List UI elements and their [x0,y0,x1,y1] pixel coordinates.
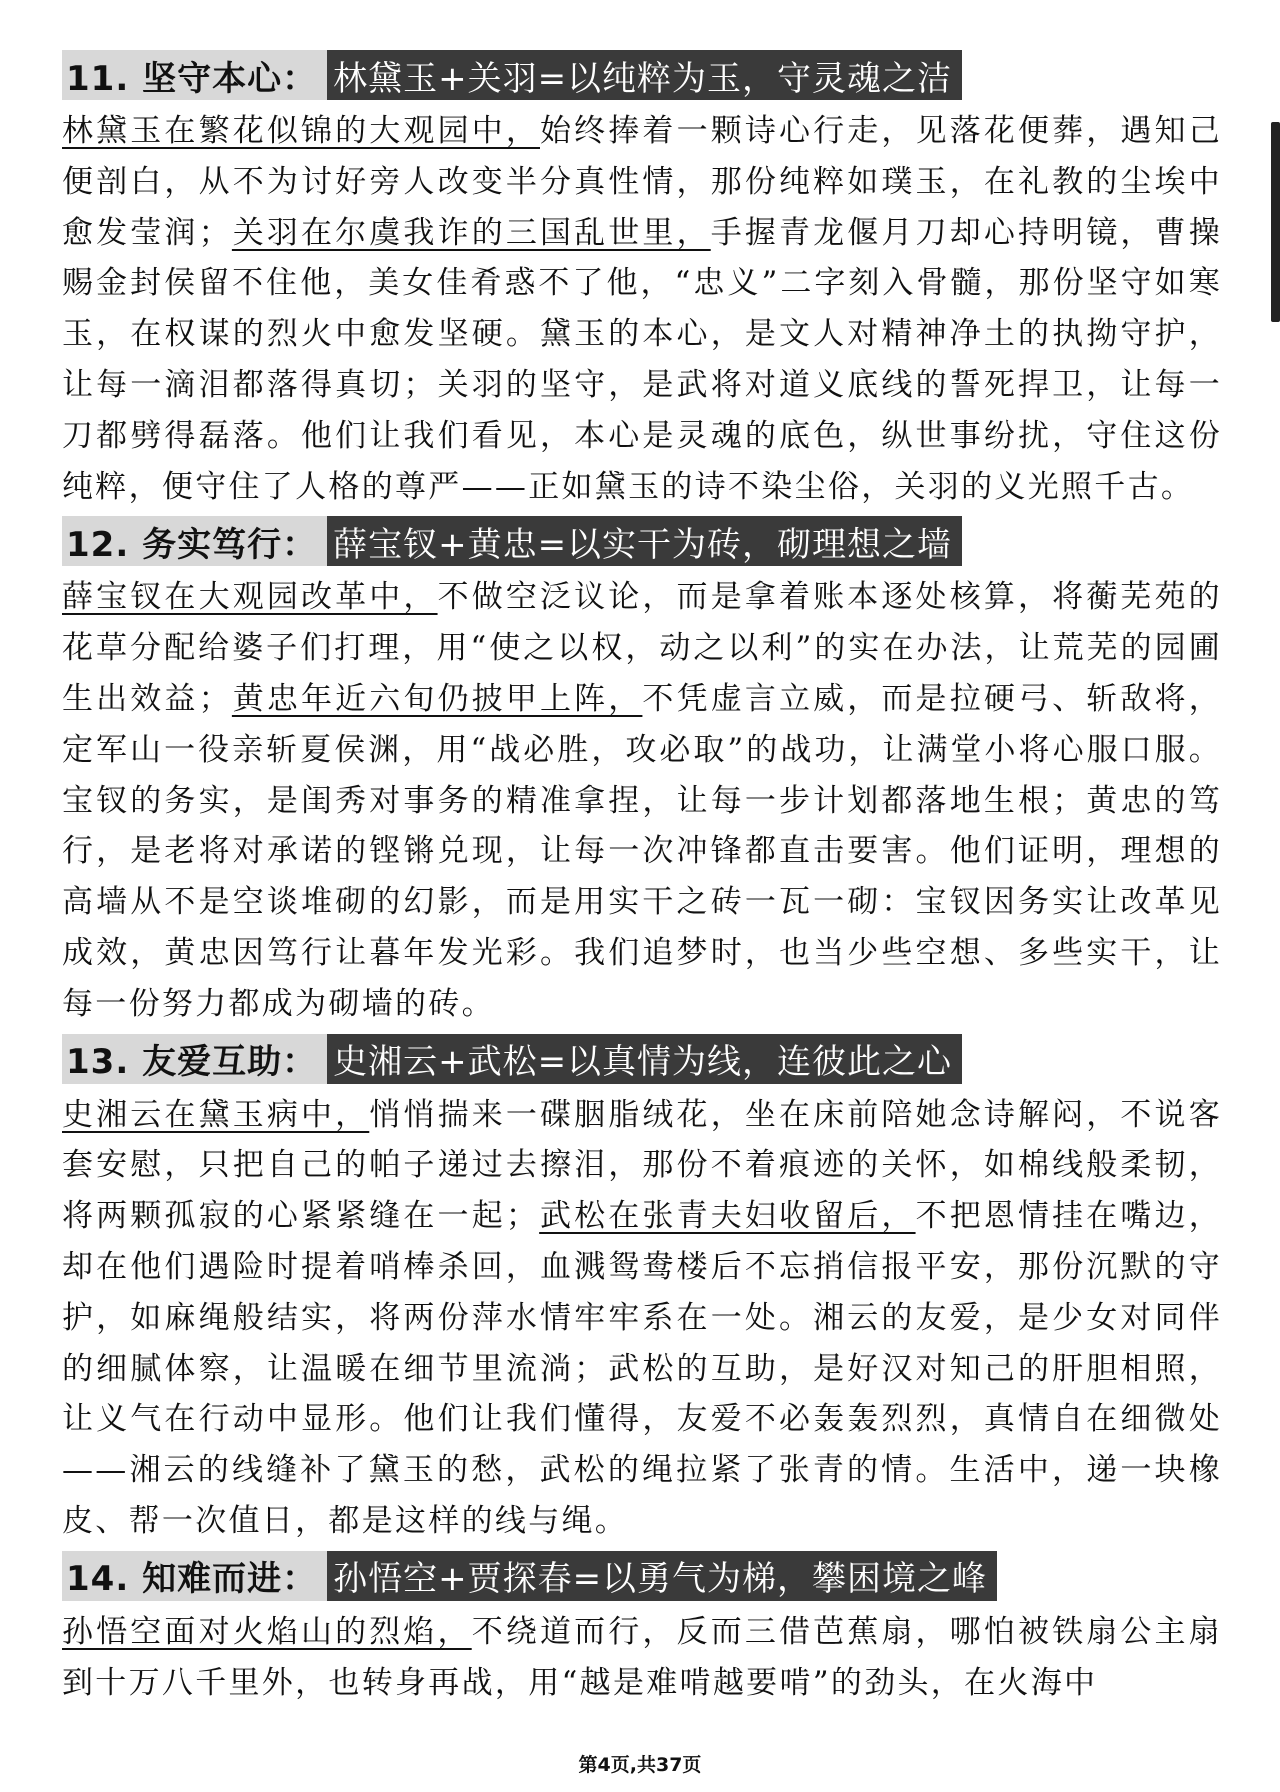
paragraph-text: 手握青龙偃月刀却心持明镜，曹操赐金封侯留不住他，美女佳肴惑不了他，“忠义”二字刻入骨髓，那份坚守如寒玉，在权谋的烈火中愈发坚硬。黛玉的本心，是文人对精神净土的执拗守护，让每一滴泪都落得真切；关羽的坚守，是武将对道义底线的誓死捍卫，让每一刀都劈得磊落。他们让我们看见，本心是灵魂的底色，纵世事纷扰，守住这份纯粹，便守住了人格的尊严——正如黛玉的诗不染尘俗，关羽的义光照千古。 [62,214,1223,505]
section-title: 孙悟空+贾探春=以勇气为梯，攀困境之峰 [327,1551,997,1601]
underlined-phrase: 薛宝钗在大观园改革中， [62,579,438,616]
paragraph-text: 不凭虚言立威，而是拉硬弓、斩敌将，定军山一役亲斩夏侯渊，用“战必胜，攻必取”的战功，让满堂小将心服口服。宝钗的务实，是闺秀对事务的精准拿捏，让每一步计划都落地生根；黄忠的笃行，是老将对承诺的铿锵兑现，让每一次冲锋都直击要害。他们证明，理想的高墙从不是空谈堆砌的幻影，而是用实干之砖一瓦一砌：宝钗因务实让改革见成效，黄忠因笃行让暮年发光彩。我们追梦时，也当少些空想、多些实干，让每一份努力都成为砌墙的砖。 [62,680,1222,1022]
paragraph-text: 始终捧着一颗诗心行走，见落花便葬，遇知己便剖白，从不为讨好旁人改变半分真性情，那份纯粹如璞玉，在礼教的尘埃中愈发莹润； [62,113,1223,251]
section-11 [62,50,1222,512]
underlined-phrase: 武松在张青夫妇收留后， [539,1198,916,1235]
section-12 [62,516,1222,1029]
section-paragraph [62,106,1222,512]
section-title: 薛宝钗+黄忠=以实干为砖，砌理想之墙 [327,516,962,566]
section-heading [62,1551,1222,1601]
section-heading [62,1034,1222,1084]
paragraph-text: 不绕道而行，反而三借芭蕉扇，哪怕被铁扇公主扇到十万八千里外，也转身再战，用“越是难啃越要啃”的劲头，在火海中 [62,1613,1222,1701]
underlined-phrase: 林黛玉在繁花似锦的大观园中， [62,113,540,149]
document-content [62,50,1222,1712]
section-number: 11. 坚守本心： [62,50,327,100]
section-paragraph [62,1090,1222,1547]
underlined-phrase: 史湘云在黛玉病中， [62,1096,370,1133]
underlined-phrase: 黄忠年近六旬仍披甲上阵， [231,680,643,717]
paragraph-text: 不把恩情挂在嘴边，却在他们遇险时提着哨棒杀回，血溅鸳鸯楼后不忘捎信报平安，那份沉默的守护，如麻绳般结实，将两份萍水情牢牢系在一处。湘云的友爱，是少女对同伴的细腻体察，让温暖在细节里流淌；武松的互助，是好汉对知己的肝胆相照，让义气在行动中显形。他们让我们懂得，友爱不必轰轰烈烈，真情自在细微处——湘云的线缝补了黛玉的愁，武松的绳拉紧了张青的情。生活中，递一块橡皮、帮一次值日，都是这样的线与绳。 [62,1198,1222,1539]
underlined-phrase: 关羽在尔虞我诈的三国乱世里， [231,214,711,251]
section-13 [62,1034,1222,1547]
page-footer: 第4页,共37页 [578,1754,702,1776]
underlined-phrase: 孙悟空面对火焰山的烈焰， [62,1613,472,1650]
section-title: 林黛玉+关羽=以纯粹为玉，守灵魂之洁 [327,50,962,100]
section-number: 14. 知难而进： [62,1551,327,1601]
section-14 [62,1551,1222,1709]
section-title: 史湘云+武松=以真情为线，连彼此之心 [327,1034,962,1084]
section-number: 13. 友爱互助： [62,1034,327,1084]
section-paragraph [62,1607,1222,1709]
paragraph-text: 悄悄揣来一碟胭脂绒花，坐在床前陪她念诗解闷，不说客套安慰，只把自己的帕子递过去擦泪，那份不着痕迹的关怀，如棉线般柔韧，将两颗孤寂的心紧紧缝在一起； [62,1096,1222,1235]
section-heading [62,516,1222,566]
scrollbar-thumb[interactable] [1271,122,1280,322]
section-heading [62,50,1222,100]
section-paragraph [62,572,1222,1029]
paragraph-text: 不做空泛议论，而是拿着账本逐处核算，将蘅芜苑的花草分配给婆子们打理，用“使之以权，动之以利”的实在办法，让荒芜的园圃生出效益； [62,579,1222,717]
section-number: 12. 务实笃行： [62,516,327,566]
